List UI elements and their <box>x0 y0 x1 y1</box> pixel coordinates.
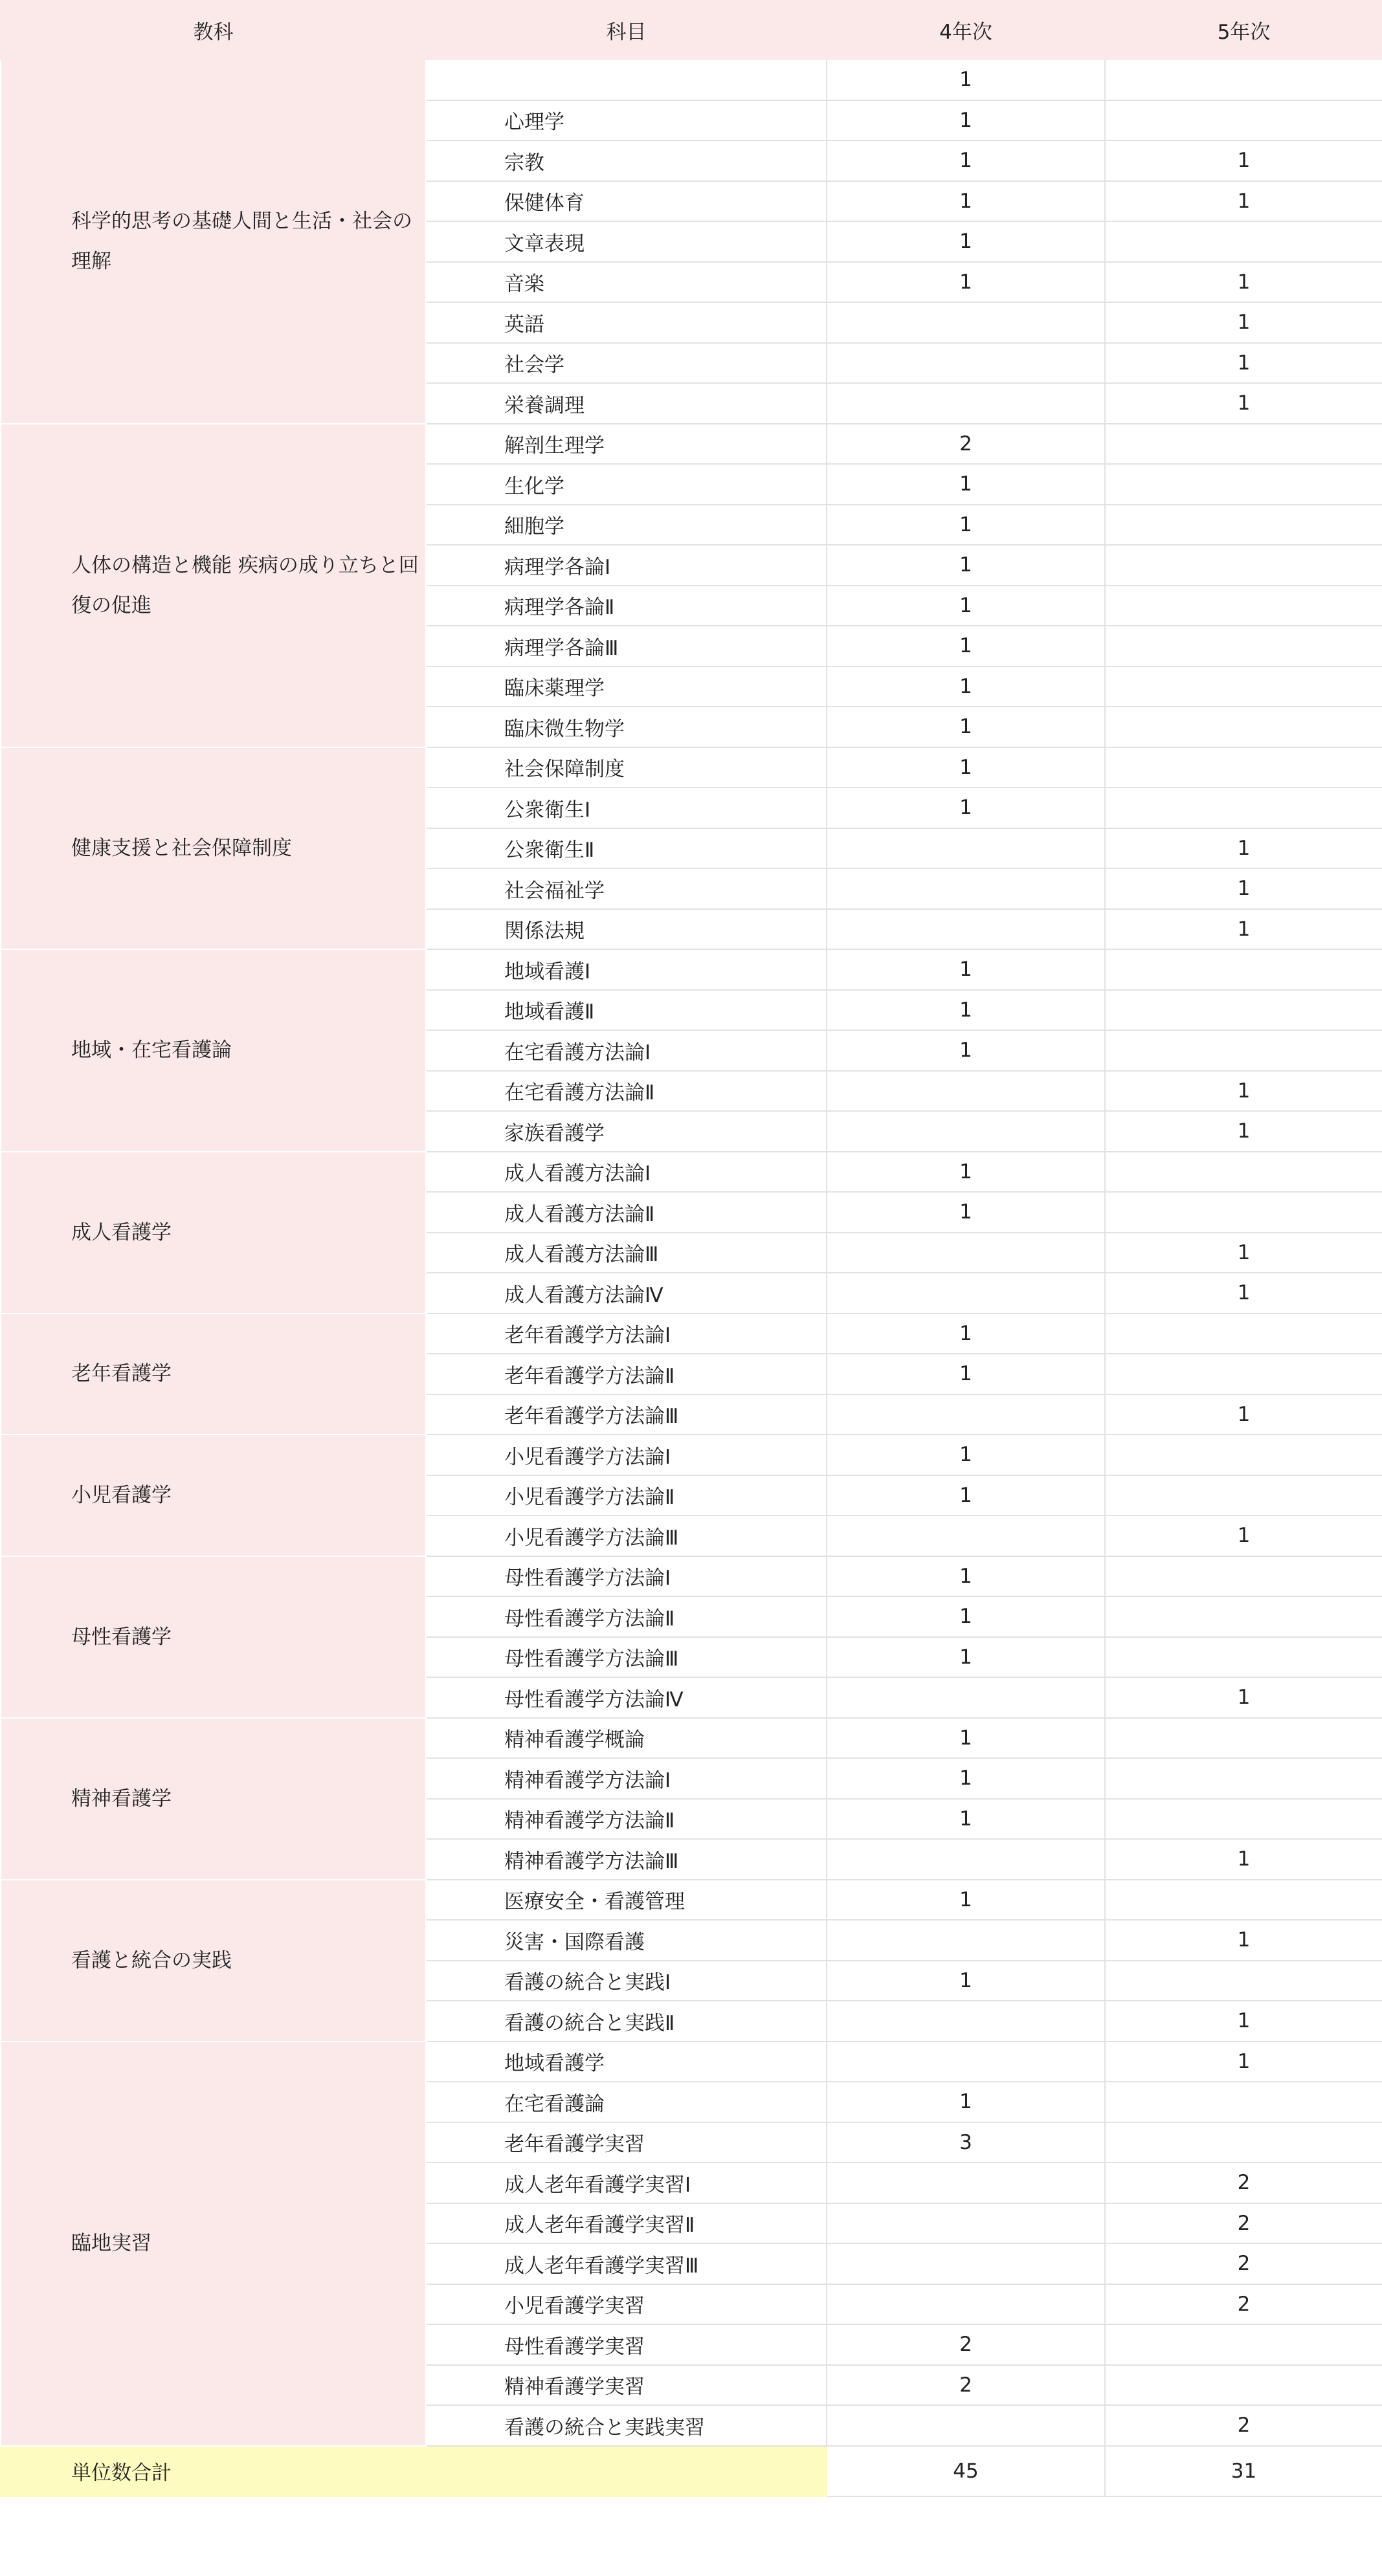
table-row <box>1 424 1382 465</box>
course-cell: 医療安全・看護管理 <box>426 1880 827 1921</box>
course-cell: 細胞学 <box>426 505 827 545</box>
course-cell: 災害・国際看護 <box>426 1920 827 1961</box>
table-row <box>1 1556 1382 1597</box>
course-cell: 社会福祉学 <box>426 868 827 909</box>
year4-credit-cell: 1 <box>827 1192 1105 1233</box>
table-row <box>1 1314 1382 1354</box>
course-cell: 社会学 <box>426 343 827 384</box>
course-cell: 地域看護Ⅱ <box>426 990 827 1031</box>
year5-credit-cell: 1 <box>1105 828 1382 869</box>
year4-credit-cell: 1 <box>827 626 1105 666</box>
course-cell: 成人老年看護学実習Ⅲ <box>426 2243 827 2284</box>
course-cell: 精神看護学方法論Ⅱ <box>426 1799 827 1840</box>
course-cell: 栄養調理 <box>426 383 827 424</box>
year4-credit-cell: 1 <box>827 1718 1105 1759</box>
year5-credit-cell <box>1105 2365 1382 2406</box>
year5-credit-cell <box>1105 1637 1382 1678</box>
course-cell: 病理学各論Ⅰ <box>426 545 827 586</box>
year5-credit-cell <box>1105 505 1382 545</box>
year4-credit-cell: 2 <box>827 2324 1105 2365</box>
course-cell: 小児看護学実習 <box>426 2284 827 2325</box>
course-cell: 在宅看護論 <box>426 2082 827 2122</box>
course-cell: 音楽 <box>426 262 827 303</box>
year4-credit-cell <box>827 2042 1105 2082</box>
year5-credit-cell <box>1105 1354 1382 1394</box>
total-year5: 31 <box>1105 2446 1382 2496</box>
course-cell: 病理学各論Ⅲ <box>426 626 827 666</box>
course-cell: 英語 <box>426 302 827 343</box>
year4-credit-cell: 1 <box>827 100 1105 141</box>
year5-credit-cell <box>1105 1192 1382 1233</box>
year5-credit-cell: 1 <box>1105 1273 1382 1314</box>
course-cell: 公衆衛生Ⅰ <box>426 787 827 828</box>
year4-credit-cell: 1 <box>827 262 1105 303</box>
year4-credit-cell: 1 <box>827 747 1105 788</box>
year4-credit-cell <box>827 302 1105 343</box>
year4-credit-cell: 2 <box>827 424 1105 465</box>
year4-credit-cell <box>827 1233 1105 1273</box>
year4-credit-cell: 1 <box>827 586 1105 626</box>
course-cell: 文章表現 <box>426 221 827 262</box>
year4-credit-cell <box>827 1111 1105 1152</box>
year4-credit-cell: 1 <box>827 1637 1105 1678</box>
course-cell <box>426 60 827 100</box>
year5-credit-cell: 2 <box>1105 2405 1382 2446</box>
table-row <box>1 1152 1382 1193</box>
course-cell: 臨床微生物学 <box>426 707 827 747</box>
course-cell: 小児看護学方法論Ⅱ <box>426 1475 827 1516</box>
year4-credit-cell: 1 <box>827 1758 1105 1799</box>
year5-credit-cell <box>1105 2082 1382 2122</box>
year4-credit-cell: 1 <box>827 1475 1105 1516</box>
year4-credit-cell: 1 <box>827 1314 1105 1354</box>
year5-credit-cell: 1 <box>1105 1394 1382 1435</box>
year4-credit-cell <box>827 1071 1105 1112</box>
year4-credit-cell: 1 <box>827 464 1105 505</box>
course-cell: 看護の統合と実践実習 <box>426 2405 827 2446</box>
course-cell: 地域看護Ⅰ <box>426 949 827 990</box>
year4-credit-cell: 1 <box>827 140 1105 181</box>
course-cell: 精神看護学概論 <box>426 1718 827 1759</box>
year5-credit-cell: 2 <box>1105 2284 1382 2325</box>
year5-credit-cell <box>1105 1435 1382 1475</box>
total-year4: 45 <box>827 2446 1105 2496</box>
table-row <box>1 1435 1382 1475</box>
course-cell: 病理学各論Ⅱ <box>426 586 827 626</box>
course-cell: 看護の統合と実践Ⅱ <box>426 2001 827 2042</box>
year5-credit-cell <box>1105 1314 1382 1354</box>
year4-credit-cell: 1 <box>827 2082 1105 2122</box>
course-cell: 母性看護学方法論Ⅱ <box>426 1596 827 1637</box>
subject-cell: 臨地実習 <box>1 2042 426 2446</box>
course-cell: 成人看護方法論Ⅳ <box>426 1273 827 1314</box>
year5-credit-cell <box>1105 990 1382 1031</box>
year5-credit-cell: 1 <box>1105 1839 1382 1880</box>
year4-credit-cell: 1 <box>827 221 1105 262</box>
year5-credit-cell <box>1105 1030 1382 1071</box>
year5-credit-cell: 2 <box>1105 2203 1382 2244</box>
year4-credit-cell: 1 <box>827 1799 1105 1840</box>
subject-cell: 地域・在宅看護論 <box>1 949 426 1152</box>
course-cell: 精神看護学実習 <box>426 2365 827 2406</box>
year5-credit-cell: 1 <box>1105 343 1382 384</box>
year4-credit-cell: 1 <box>827 181 1105 222</box>
year4-credit-cell: 1 <box>827 1880 1105 1921</box>
course-cell: 関係法規 <box>426 909 827 950</box>
course-cell: 成人看護方法論Ⅱ <box>426 1192 827 1233</box>
year4-credit-cell <box>827 1515 1105 1556</box>
year4-credit-cell <box>827 2001 1105 2042</box>
year5-credit-cell: 1 <box>1105 1920 1382 1961</box>
year5-credit-cell: 1 <box>1105 302 1382 343</box>
year5-credit-cell <box>1105 545 1382 586</box>
year4-credit-cell <box>827 2163 1105 2203</box>
year5-credit-cell <box>1105 100 1382 141</box>
subject-cell: 人体の構造と機能 疾病の成り立ちと回復の促進 <box>1 424 426 747</box>
course-cell: 母性看護学方法論Ⅲ <box>426 1637 827 1678</box>
year5-credit-cell <box>1105 1961 1382 2001</box>
year5-credit-cell: 1 <box>1105 1677 1382 1718</box>
course-cell: 社会保障制度 <box>426 747 827 788</box>
course-cell: 生化学 <box>426 464 827 505</box>
year5-credit-cell <box>1105 1718 1382 1759</box>
year4-credit-cell <box>827 343 1105 384</box>
course-cell: 心理学 <box>426 100 827 141</box>
table-row <box>1 747 1382 788</box>
year4-credit-cell <box>827 1839 1105 1880</box>
subject-cell: 科学的思考の基礎人間と生活・社会の理解 <box>1 60 426 424</box>
year5-credit-cell: 1 <box>1105 1233 1382 1273</box>
year4-credit-cell: 1 <box>827 60 1105 100</box>
subject-cell: 健康支援と社会保障制度 <box>1 747 426 950</box>
year4-credit-cell: 1 <box>827 787 1105 828</box>
table-row <box>1 949 1382 990</box>
year5-credit-cell <box>1105 2122 1382 2163</box>
year5-credit-cell <box>1105 1799 1382 1840</box>
year4-credit-cell: 3 <box>827 2122 1105 2163</box>
year4-credit-cell: 1 <box>827 1435 1105 1475</box>
table-row <box>1 60 1382 100</box>
course-cell: 地域看護学 <box>426 2042 827 2082</box>
year4-credit-cell <box>827 2203 1105 2244</box>
table-row <box>1 1718 1382 1759</box>
year5-credit-cell <box>1105 60 1382 100</box>
year4-credit-cell <box>827 1273 1105 1314</box>
course-cell: 母性看護学実習 <box>426 2324 827 2365</box>
course-cell: 看護の統合と実践Ⅰ <box>426 1961 827 2001</box>
year5-credit-cell <box>1105 1475 1382 1516</box>
year5-credit-cell: 1 <box>1105 262 1382 303</box>
course-cell: 成人看護方法論Ⅰ <box>426 1152 827 1193</box>
course-cell: 公衆衛生Ⅱ <box>426 828 827 869</box>
year4-credit-cell <box>827 1920 1105 1961</box>
year5-credit-cell <box>1105 1556 1382 1597</box>
year5-credit-cell: 1 <box>1105 181 1382 222</box>
subject-cell: 精神看護学 <box>1 1718 426 1880</box>
subject-cell: 看護と統合の実践 <box>1 1880 426 2042</box>
header-year5: 5年次 <box>1105 1 1382 60</box>
course-cell: 精神看護学方法論Ⅲ <box>426 1839 827 1880</box>
course-cell: 家族看護学 <box>426 1111 827 1152</box>
header-year4: 4年次 <box>827 1 1105 60</box>
year5-credit-cell: 1 <box>1105 1071 1382 1112</box>
year4-credit-cell: 1 <box>827 1556 1105 1597</box>
year5-credit-cell <box>1105 626 1382 666</box>
year5-credit-cell <box>1105 1758 1382 1799</box>
subject-cell: 小児看護学 <box>1 1435 426 1556</box>
year5-credit-cell <box>1105 1152 1382 1193</box>
header-subject: 教科 <box>1 1 426 60</box>
year5-credit-cell: 2 <box>1105 2163 1382 2203</box>
year4-credit-cell <box>827 828 1105 869</box>
year5-credit-cell <box>1105 949 1382 990</box>
year5-credit-cell <box>1105 707 1382 747</box>
year5-credit-cell <box>1105 666 1382 707</box>
year4-credit-cell <box>827 2243 1105 2284</box>
course-cell: 老年看護学実習 <box>426 2122 827 2163</box>
year4-credit-cell: 1 <box>827 707 1105 747</box>
year4-credit-cell <box>827 1677 1105 1718</box>
year4-credit-cell <box>827 2405 1105 2446</box>
course-cell: 保健体育 <box>426 181 827 222</box>
year5-credit-cell: 1 <box>1105 868 1382 909</box>
year4-credit-cell: 1 <box>827 1152 1105 1193</box>
header-course: 科目 <box>426 1 827 60</box>
year4-credit-cell <box>827 909 1105 950</box>
subject-cell: 成人看護学 <box>1 1152 426 1314</box>
course-cell: 在宅看護方法論Ⅱ <box>426 1071 827 1112</box>
course-cell: 成人老年看護学実習Ⅱ <box>426 2203 827 2244</box>
year4-credit-cell: 1 <box>827 1596 1105 1637</box>
table-body <box>1 60 1382 2446</box>
course-cell: 母性看護学方法論Ⅰ <box>426 1556 827 1597</box>
course-cell: 老年看護学方法論Ⅲ <box>426 1394 827 1435</box>
year5-credit-cell <box>1105 787 1382 828</box>
year4-credit-cell: 1 <box>827 666 1105 707</box>
course-cell: 小児看護学方法論Ⅰ <box>426 1435 827 1475</box>
total-label: 単位数合計 <box>1 2446 827 2496</box>
course-cell: 精神看護学方法論Ⅰ <box>426 1758 827 1799</box>
course-cell: 臨床薬理学 <box>426 666 827 707</box>
year5-credit-cell: 1 <box>1105 1515 1382 1556</box>
course-cell: 老年看護学方法論Ⅰ <box>426 1314 827 1354</box>
year5-credit-cell: 1 <box>1105 140 1382 181</box>
course-cell: 小児看護学方法論Ⅲ <box>426 1515 827 1556</box>
year4-credit-cell: 2 <box>827 2365 1105 2406</box>
header-row <box>1 1 1382 60</box>
year5-credit-cell <box>1105 1596 1382 1637</box>
year5-credit-cell <box>1105 424 1382 465</box>
year4-credit-cell: 1 <box>827 1354 1105 1394</box>
course-cell: 宗教 <box>426 140 827 181</box>
course-cell: 母性看護学方法論Ⅳ <box>426 1677 827 1718</box>
total-row <box>1 2446 1382 2496</box>
table-row <box>1 2042 1382 2082</box>
course-cell: 成人老年看護学実習Ⅰ <box>426 2163 827 2203</box>
year5-credit-cell: 1 <box>1105 1111 1382 1152</box>
year4-credit-cell: 1 <box>827 545 1105 586</box>
year4-credit-cell <box>827 1394 1105 1435</box>
year5-credit-cell: 1 <box>1105 909 1382 950</box>
year4-credit-cell: 1 <box>827 1961 1105 2001</box>
year4-credit-cell <box>827 2284 1105 2325</box>
year5-credit-cell <box>1105 221 1382 262</box>
subject-cell: 母性看護学 <box>1 1556 426 1718</box>
course-cell: 老年看護学方法論Ⅱ <box>426 1354 827 1394</box>
year5-credit-cell: 1 <box>1105 2001 1382 2042</box>
year5-credit-cell <box>1105 2324 1382 2365</box>
table-row <box>1 1880 1382 1921</box>
year5-credit-cell <box>1105 747 1382 788</box>
course-cell: 解剖生理学 <box>426 424 827 465</box>
year5-credit-cell: 1 <box>1105 2042 1382 2082</box>
year4-credit-cell <box>827 383 1105 424</box>
subject-cell: 老年看護学 <box>1 1314 426 1435</box>
year4-credit-cell: 1 <box>827 1030 1105 1071</box>
year5-credit-cell: 2 <box>1105 2243 1382 2284</box>
year4-credit-cell: 1 <box>827 990 1105 1031</box>
course-cell: 成人看護方法論Ⅲ <box>426 1233 827 1273</box>
year5-credit-cell: 1 <box>1105 383 1382 424</box>
year5-credit-cell <box>1105 464 1382 505</box>
year4-credit-cell: 1 <box>827 949 1105 990</box>
year5-credit-cell <box>1105 586 1382 626</box>
year5-credit-cell <box>1105 1880 1382 1921</box>
course-cell: 在宅看護方法論Ⅰ <box>426 1030 827 1071</box>
year4-credit-cell <box>827 868 1105 909</box>
year4-credit-cell: 1 <box>827 505 1105 545</box>
